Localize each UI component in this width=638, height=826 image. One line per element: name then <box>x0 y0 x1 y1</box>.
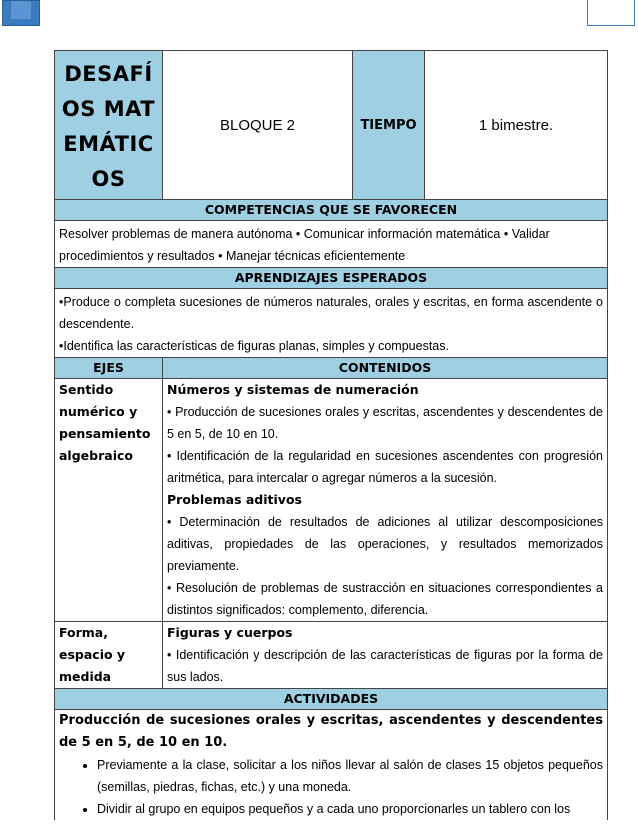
contenido-item: • Producción de sucesiones orales y escritas, ascendentes y descendentes de 5 en 5, de 10 en 10. <box>167 405 603 441</box>
ejes-header: EJES <box>55 358 163 379</box>
aprendizajes-heading: APRENDIZAJES ESPERADOS <box>55 268 608 289</box>
contenidos-header: CONTENIDOS <box>163 358 608 379</box>
contenido-item: • Identificación de la regularidad en sucesiones ascendentes con progresión aritmética, para intercalar o agregar números a la sucesión. <box>167 449 603 485</box>
actividades-heading-row <box>55 689 608 710</box>
aprendizajes-heading-row <box>55 268 608 289</box>
eje-label: Forma, espacio y medida <box>55 622 163 689</box>
contenido-group-title: Problemas aditivos <box>167 492 302 507</box>
aprendizaje-item: •Produce o completa sucesiones de números naturales, orales y escritas, en forma ascendente o descendente. <box>59 295 603 331</box>
page-corner-decoration-right <box>587 0 635 26</box>
contenido-group-title: Figuras y cuerpos <box>167 625 293 640</box>
competencias-heading-row <box>55 200 608 221</box>
competencias-row <box>55 221 608 268</box>
contenido-item: • Identificación y descripción de las características de figuras por la forma de sus lados. <box>167 648 603 684</box>
planning-table <box>54 50 608 820</box>
eje-label: Sentido numérico y pensamiento algebraico <box>55 379 163 622</box>
contenido-item: • Determinación de resultados de adiciones al utilizar descomposiciones aditivas, propiedades de las operaciones, y resultados memorizados previamente. <box>167 515 603 573</box>
header-row <box>55 51 608 200</box>
contenido-group-title: Números y sistemas de numeración <box>167 382 419 397</box>
actividades-heading: ACTIVIDADES <box>55 689 608 710</box>
tiempo-value: 1 bimestre. <box>425 51 608 200</box>
document-title: DESAFÍOS MATEMÁTICOS <box>55 51 163 200</box>
eje-row <box>55 379 608 622</box>
page-corner-decoration-left <box>2 0 40 26</box>
actividades-list <box>59 754 603 820</box>
actividad-bullet: • Dividir al grupo en equipos pequeños y a cada uno proporcionarles un tablero con los <box>97 798 603 820</box>
ejes-contenidos-header-row <box>55 358 608 379</box>
actividad-title: Producción de sucesiones orales y escritas, ascendentes y descendentes de 5 en 5, de 10 en 10. <box>59 713 603 750</box>
actividades-row <box>55 710 608 821</box>
actividad-bullet: • Previamente a la clase, solicitar a los niños llevar al salón de clases 15 objetos pequeños (semillas, piedras, fichas, etc.) y una moneda. <box>97 754 603 798</box>
contenido-item: • Resolución de problemas de sustracción en situaciones correspondientes a distintos significados: complemento, diferencia. <box>167 581 603 617</box>
bloque-label: BLOQUE 2 <box>163 51 353 200</box>
aprendizajes-row <box>55 289 608 358</box>
aprendizaje-item: •Identifica las características de figuras planas, simples y compuestas. <box>59 339 449 353</box>
competencias-heading: COMPETENCIAS QUE SE FAVORECEN <box>55 200 608 221</box>
tiempo-label: TIEMPO <box>353 51 425 200</box>
competencias-text: Resolver problemas de manera autónoma • Comunicar información matemática • Validar procedimientos y resultados • Manejar técnicas eficientemente <box>59 227 550 263</box>
eje-row <box>55 622 608 689</box>
